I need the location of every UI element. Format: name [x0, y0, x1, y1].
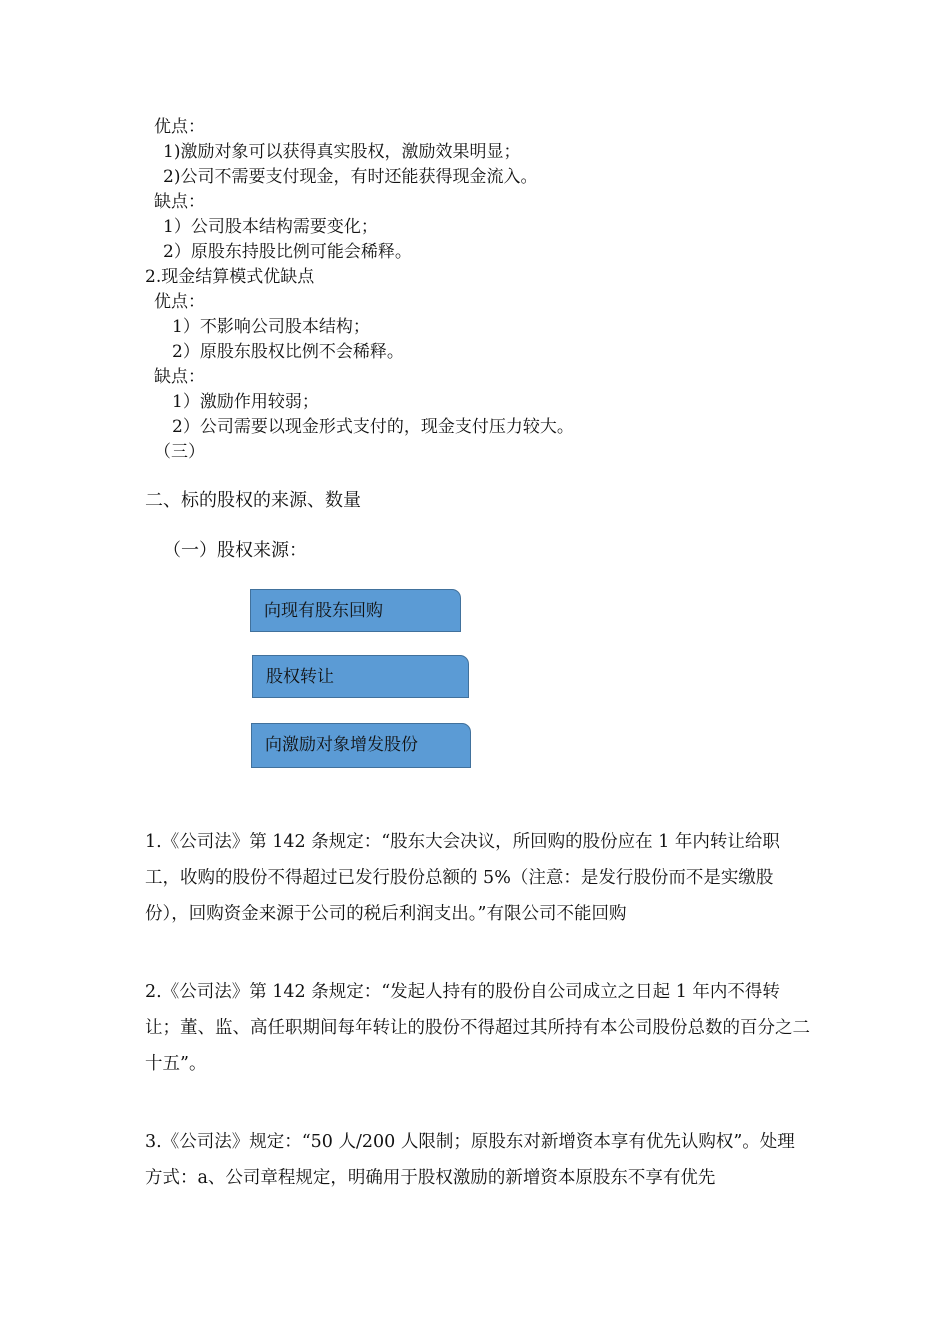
section1-disadvantage-item: 1）公司股本结构需要变化； [163, 217, 378, 237]
section1-advantage-item: 2)公司不需要支付现金，有时还能获得现金流入。 [163, 167, 538, 187]
sub-heading: （一）股权来源： [163, 540, 307, 561]
source-box-transfer: 股权转让 [252, 655, 469, 698]
section2-disadvantage-item: 2）公司需要以现金形式支付的，现金支付压力较大。 [172, 417, 574, 437]
section2-disadvantages-title: 缺点： [154, 367, 205, 387]
law-paragraph-2: 2.《公司法》第 142 条规定：“发起人持有的股份自公司成立之日起 1 年内不得转让；董、监、高任职期间每年转让的股份不得超过其所持有本公司股份总数的百分之二十五”。 [145, 982, 810, 1074]
section2-advantage-item: 1）不影响公司股本结构； [172, 317, 370, 337]
section2-advantage-item: 2）原股东股权比例不会稀释。 [172, 342, 404, 362]
section1-advantage-item: 1)激励对象可以获得真实股权，激励效果明显； [163, 142, 521, 162]
law-paragraph-3: 3.《公司法》规定：“50 人/200 人限制；原股东对新增资本享有优先认购权”。处理方式：a、公司章程规定，明确用于股权激励的新增资本原股东不享有优先 [145, 1132, 795, 1188]
section1-disadvantage-item: 2）原股东持股比例可能会稀释。 [163, 242, 412, 262]
section1-advantages-title: 优点： [154, 117, 205, 137]
chapter-heading: 二、标的股权的来源、数量 [145, 490, 361, 511]
law-paragraph-1: 1.《公司法》第 142 条规定：“股东大会决议，所回购的股份应在 1 年内转让给职工，收购的股份不得超过已发行股份总额的 5%（注意：是发行股份而不是实缴股份），回购资金来源于公司的税后利润支出。”有限公司不能回购 [145, 832, 780, 924]
section2-disadvantage-item: 1）激励作用较弱； [172, 392, 319, 412]
section2-heading: 2.现金结算模式优缺点 [145, 267, 315, 287]
source-box-buyback: 向现有股东回购 [250, 589, 461, 632]
section1-disadvantages-title: 缺点： [154, 192, 205, 212]
source-box-issuance: 向激励对象增发股份 [251, 723, 471, 768]
section2-advantages-title: 优点： [154, 292, 205, 312]
section2-trailing-marker: （三） [154, 442, 205, 462]
